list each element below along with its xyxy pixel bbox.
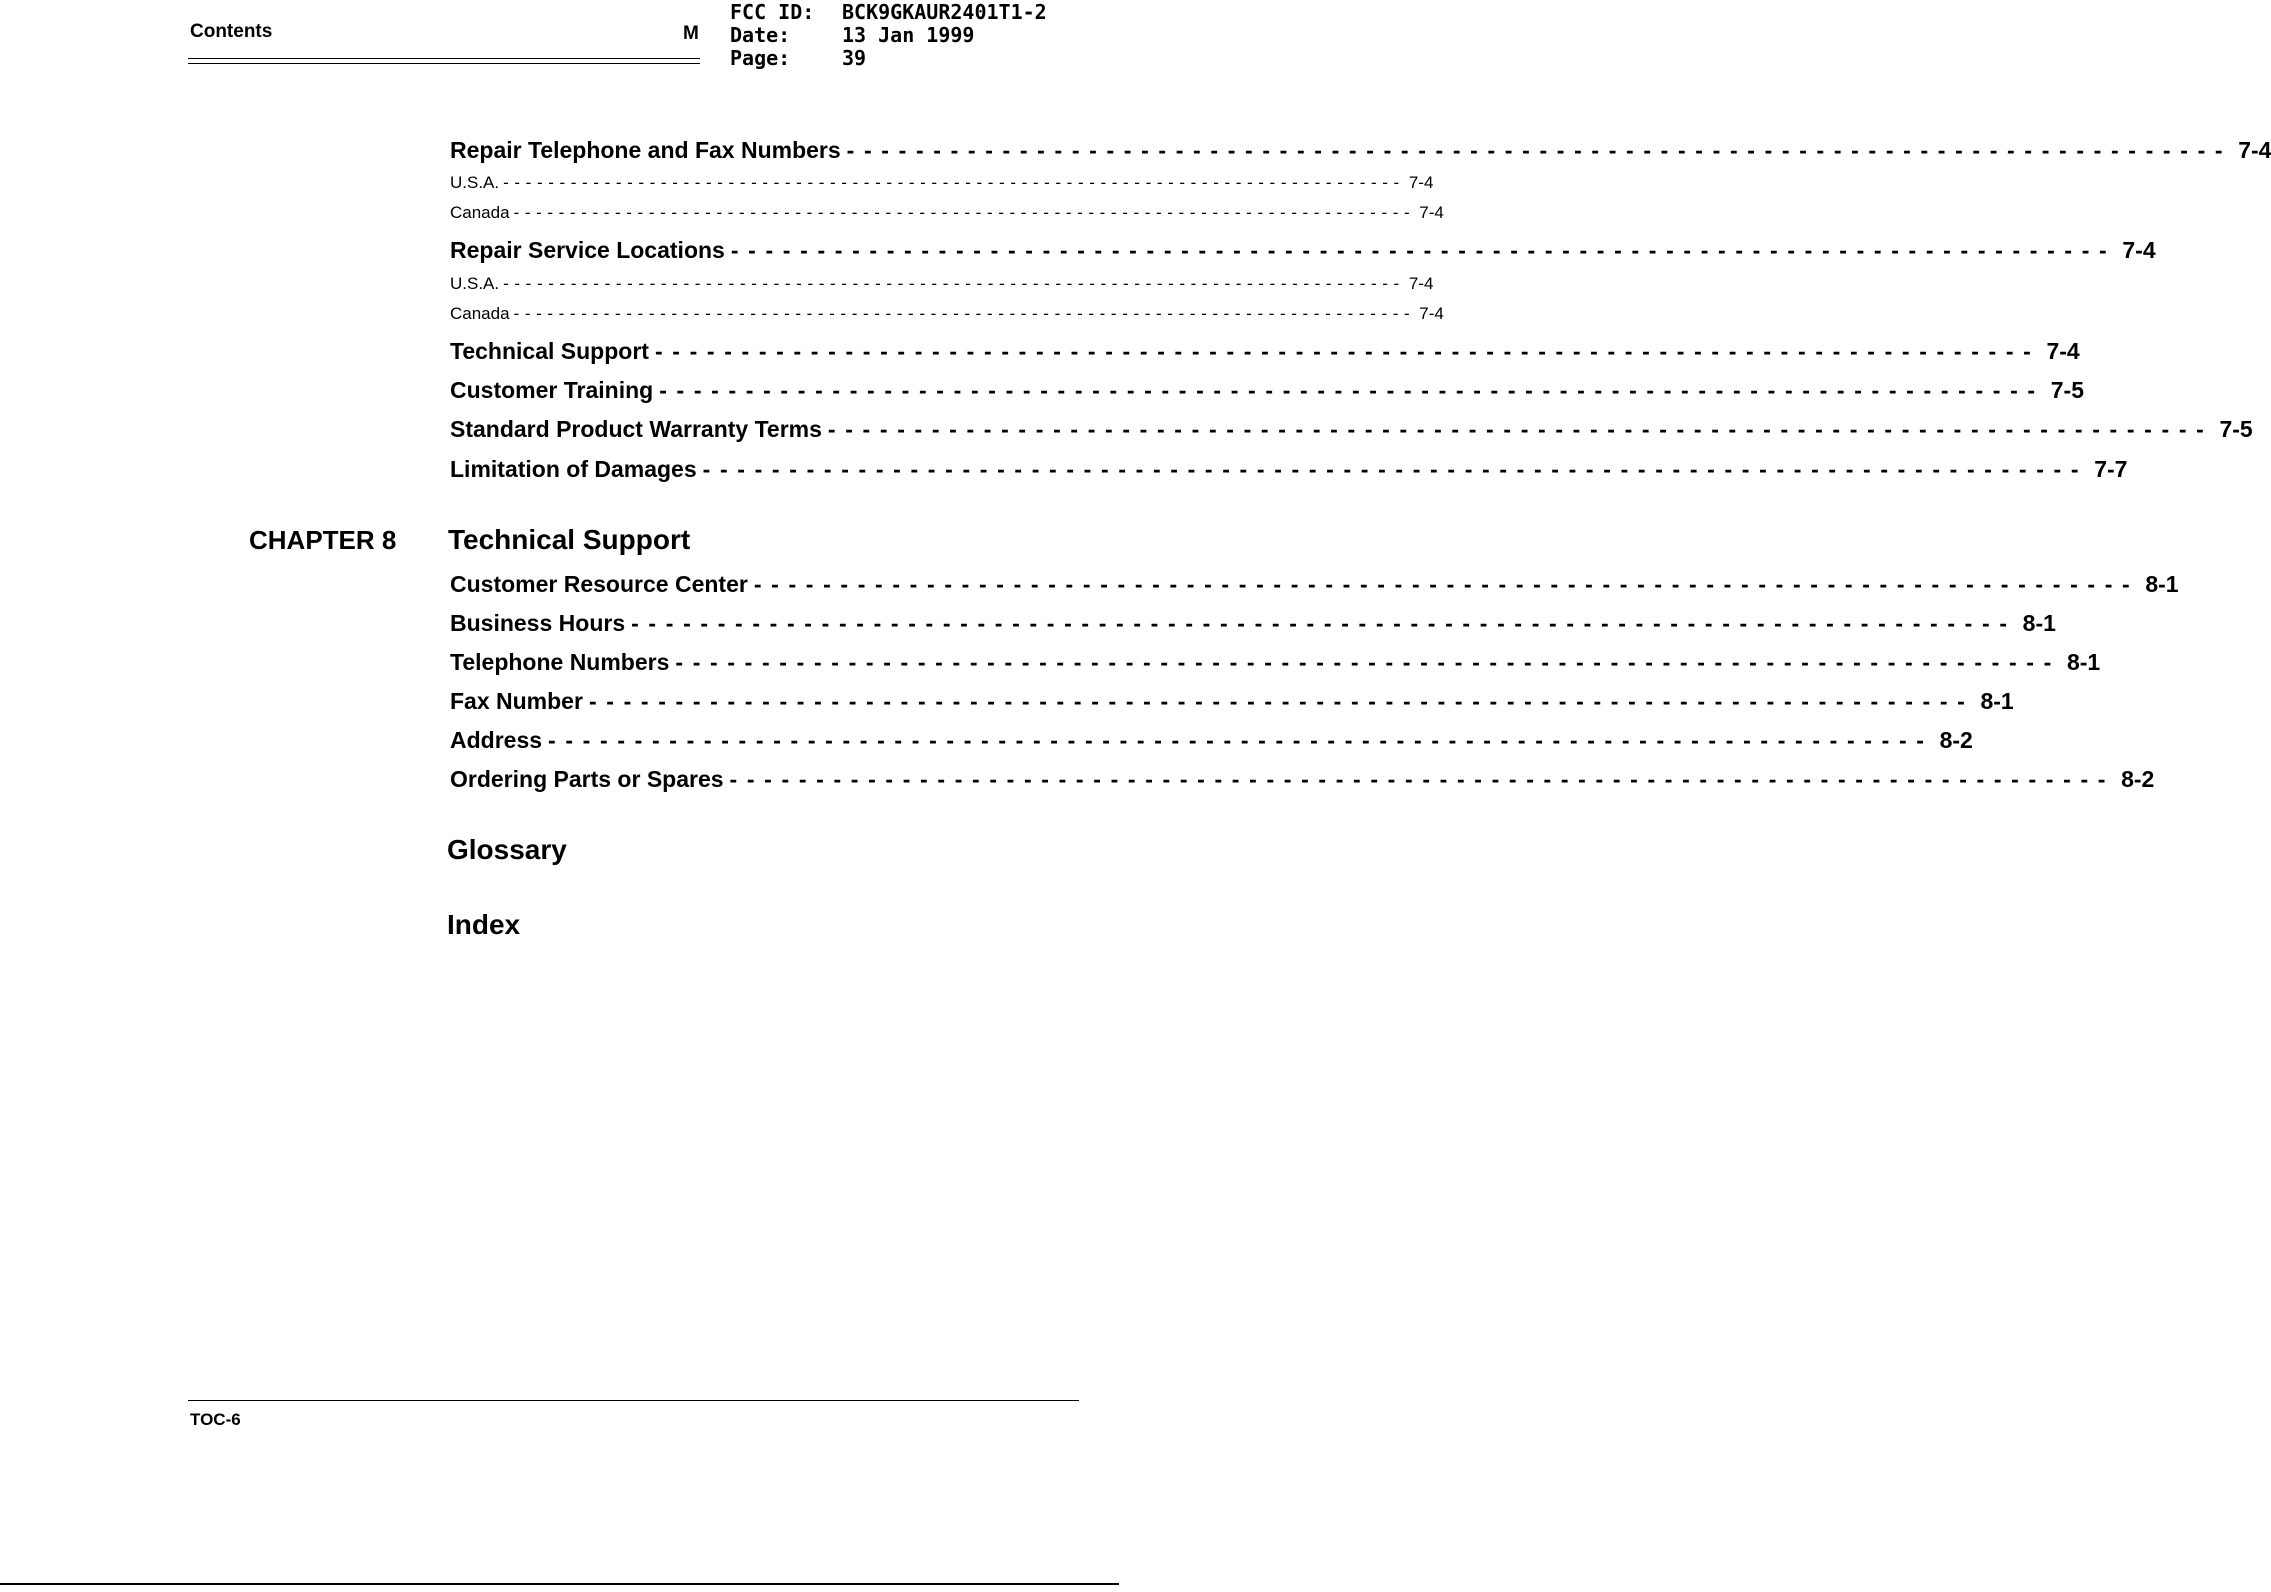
- page-label: Page:: [730, 46, 791, 70]
- toc-entry[interactable]: [450, 727, 1973, 757]
- header-rule-top: [188, 58, 700, 59]
- toc-entry[interactable]: [450, 416, 2253, 446]
- toc-entry-title: U.S.A.: [450, 274, 500, 293]
- toc-entry-page: 8-2: [2121, 766, 2155, 792]
- toc-entry-title: Ordering Parts or Spares: [450, 766, 724, 792]
- toc-leader: --------------------------------------------------------------------------------: [548, 727, 1934, 753]
- toc-entry[interactable]: [450, 571, 2179, 601]
- toc-entry-page: 7-4: [1408, 173, 1434, 192]
- toc-entry-title: Standard Product Warranty Terms: [450, 416, 822, 442]
- toc-subentry[interactable]: [450, 304, 1444, 326]
- toc-entry[interactable]: [450, 766, 2155, 796]
- toc-entry[interactable]: [450, 456, 2128, 486]
- toc-entry[interactable]: [450, 610, 2056, 640]
- toc-entry-title: Customer Training: [450, 377, 654, 403]
- page-value: 39: [842, 46, 867, 70]
- toc-leader: --------------------------------------------------------------------------------: [654, 338, 2041, 364]
- toc-entry-page: 7-4: [1419, 203, 1444, 222]
- toc-entry[interactable]: [450, 338, 2080, 368]
- toc-entry[interactable]: [450, 688, 2014, 718]
- toc-leader: --------------------------------------------------------------------------------: [631, 610, 2017, 636]
- toc-leader: --------------------------------------------------------------------------------: [827, 416, 2214, 442]
- toc-entry-title: Fax Number: [450, 688, 583, 714]
- chapter-title[interactable]: Technical Support: [448, 524, 691, 555]
- toc-entry-page: 8-1: [2066, 649, 2101, 675]
- toc-entry-title: Address: [450, 727, 543, 753]
- toc-entry-page: 7-4: [1419, 304, 1444, 323]
- glossary-heading[interactable]: Glossary: [447, 834, 567, 865]
- toc-entry[interactable]: [450, 237, 2156, 267]
- toc-entry-title: Technical Support: [450, 338, 649, 364]
- toc-leader: --------------------------------------------------------------------------------: [675, 649, 2061, 675]
- toc-leader: --------------------------------------------------------------------------------: [846, 137, 2233, 163]
- toc-leader: --------------------------------------------------------------------------------: [659, 377, 2045, 403]
- toc-entry-page: 7-4: [1408, 274, 1434, 293]
- toc-leader: --------------------------------------------------------------------------------: [513, 203, 1416, 222]
- toc-entry-page: 8-1: [2022, 610, 2056, 636]
- toc-entry-page: 8-1: [2145, 571, 2179, 597]
- toc-entry-page: 8-2: [1939, 727, 1973, 753]
- fcc-id-value: BCK9GKAUR2401T1-2: [842, 0, 1047, 24]
- toc-entry[interactable]: [450, 649, 2101, 679]
- toc-entry-page: 7-4: [2238, 137, 2271, 163]
- toc-leader: --------------------------------------------------------------------------------: [729, 766, 2116, 792]
- toc-entry-page: 8-1: [1980, 688, 2014, 714]
- chapter-label: CHAPTER 8: [249, 525, 397, 555]
- toc-entry-page: 7-5: [2050, 377, 2084, 403]
- toc-subentry[interactable]: [450, 173, 1434, 195]
- toc-leader: --------------------------------------------------------------------------------: [753, 571, 2140, 597]
- toc-entry-page: 7-7: [2094, 456, 2128, 482]
- toc-entry-page: 7-4: [2046, 338, 2080, 364]
- toc-entry-title: Telephone Numbers: [450, 649, 670, 675]
- header-rule-bottom: [188, 63, 700, 64]
- toc-entry-title: Canada: [450, 304, 510, 323]
- index-heading[interactable]: Index: [447, 909, 521, 940]
- toc-entry-page: 7-4: [2122, 237, 2156, 263]
- toc-entry-title: Business Hours: [450, 610, 626, 636]
- scan-edge-rule: [0, 1583, 1119, 1585]
- toc-leader: --------------------------------------------------------------------------------: [503, 173, 1405, 192]
- toc-entry-title: Repair Service Locations: [450, 237, 725, 263]
- toc-entry-title: Canada: [450, 203, 510, 222]
- toc-entry-title: U.S.A.: [450, 173, 500, 192]
- toc-leader: --------------------------------------------------------------------------------: [730, 237, 2117, 263]
- header-marker: M: [683, 23, 699, 44]
- toc-entry[interactable]: [450, 377, 2084, 407]
- date-value: 13 Jan 1999: [842, 23, 975, 47]
- toc-entry-page: 7-5: [2219, 416, 2253, 442]
- toc-entry-title: Repair Telephone and Fax Numbers: [450, 137, 841, 163]
- toc-leader: --------------------------------------------------------------------------------: [588, 688, 1975, 714]
- toc-subentry[interactable]: [450, 203, 1444, 225]
- header-section-title: Contents: [190, 21, 273, 42]
- toc-entry[interactable]: [450, 137, 2271, 167]
- toc-leader: --------------------------------------------------------------------------------: [513, 304, 1416, 323]
- fcc-id-label: FCC ID:: [730, 0, 815, 24]
- footer-page-id: TOC-6: [190, 1410, 241, 1429]
- toc-leader: --------------------------------------------------------------------------------: [702, 456, 2089, 482]
- toc-leader: --------------------------------------------------------------------------------: [503, 274, 1405, 293]
- toc-entry-title: Customer Resource Center: [450, 571, 748, 597]
- date-label: Date:: [730, 23, 791, 47]
- toc-subentry[interactable]: [450, 274, 1434, 296]
- toc-entry-title: Limitation of Damages: [450, 456, 697, 482]
- footer-rule: [188, 1400, 1079, 1401]
